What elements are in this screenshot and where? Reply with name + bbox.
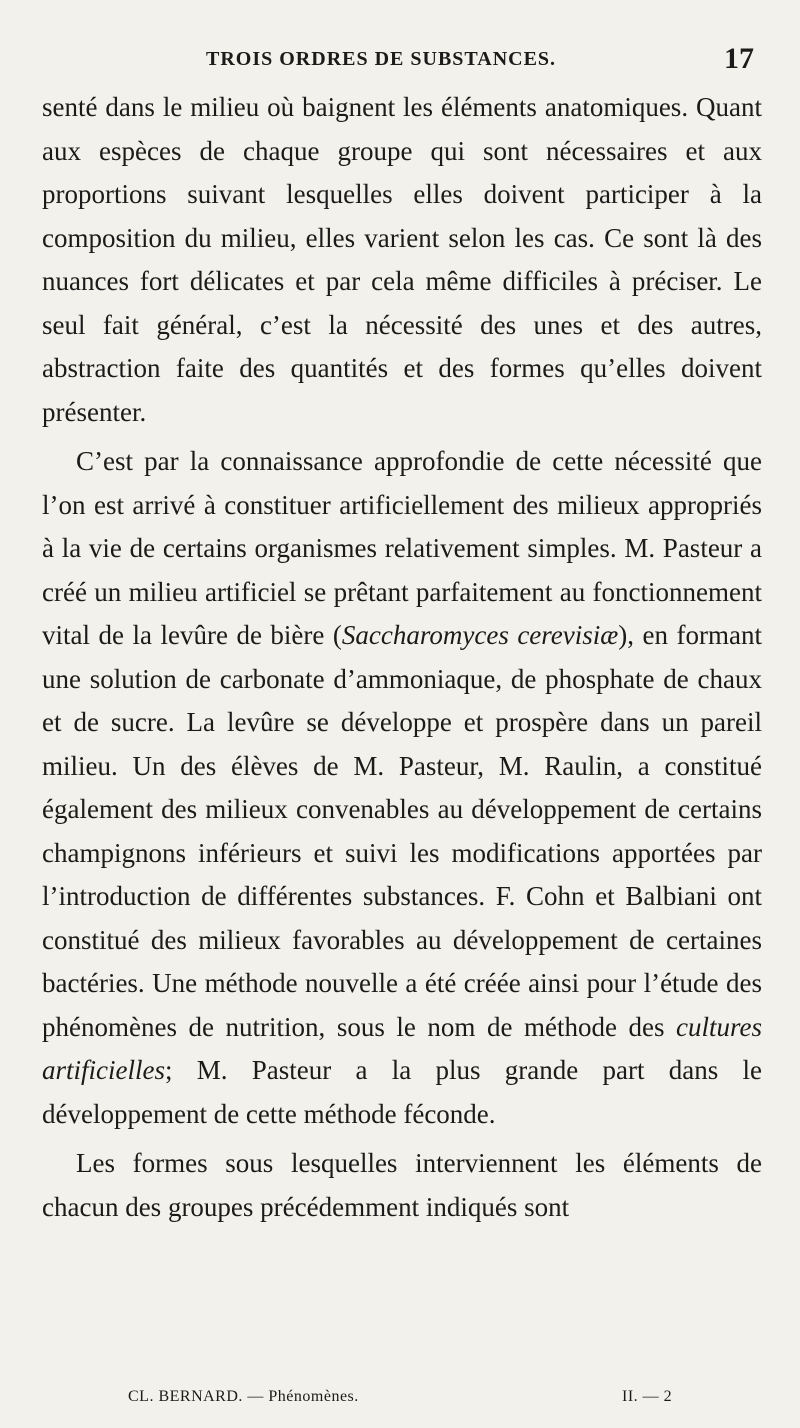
paragraph-3 xyxy=(42,1142,762,1229)
p2-italic-species: Saccharomyces cerevisiæ xyxy=(341,620,619,650)
running-title: TROIS ORDRES DE SUBSTANCES. xyxy=(206,48,557,70)
p2-text-b: ), en formant une solution de carbonate d’ammoniaque, de phosphate de chaux et de sucre. La levûre se développe et prospère dans un pareil milieu. Un des élèves de M. Pasteur, M. Raulin, a constitué également des milieux convenables au développement de certains champignons inférieurs et suivi les modifications apportées par l’introduction de différentes substances. F. Cohn et Balbiani ont constitué des milieux favorables au développement de certaines bactéries. Une méthode nouvelle a été créée ainsi pour l’étude des phénomènes de nutrition, sous le nom de méthode des xyxy=(42,620,763,1042)
page-footer xyxy=(0,1388,800,1418)
p3-text: Les formes sous lesquelles interviennent les éléments de chacun des groupes précédemment indiqués sont xyxy=(42,1148,762,1222)
p1-text: senté dans le milieu où baignent les éléments anatomiques. Quant aux espèces de chaque groupe qui sont nécessaires et aux proportions suivant lesquelles elles doivent participer à la composition du milieu, elles varient selon les cas. Ce sont là des nuances fort délicates et par cela même difficiles à préciser. Le seul fait général, c’est la nécessité des unes et des autres, abstraction faite des quantités et des formes qu’elles doivent présenter. xyxy=(42,92,762,427)
footer-signature-mark: II. — 2 xyxy=(622,1388,673,1405)
footer-signature: CL. BERNARD. — Phénomènes. xyxy=(128,1388,359,1405)
running-head xyxy=(0,42,800,82)
paragraph-1 xyxy=(42,86,762,434)
paragraph-2 xyxy=(42,440,762,1136)
p2-text-c: ; M. Pasteur a la plus grande part dans le développement de cette méthode féconde. xyxy=(42,1055,762,1129)
page-number: 17 xyxy=(724,42,754,75)
body-text xyxy=(42,86,762,1229)
p2-text-a: C’est par la connaissance approfondie de cette nécessité que l’on est arrivé à constituer artificiellement des milieux appropriés à la vie de certains organismes relativement simples. M. Pasteur a créé un milieu artificiel se prêtant parfaitement au fonctionnement vital de la levûre de bière ( xyxy=(42,446,762,650)
p2-italic-cultures: cultures artificielles xyxy=(42,1011,762,1085)
